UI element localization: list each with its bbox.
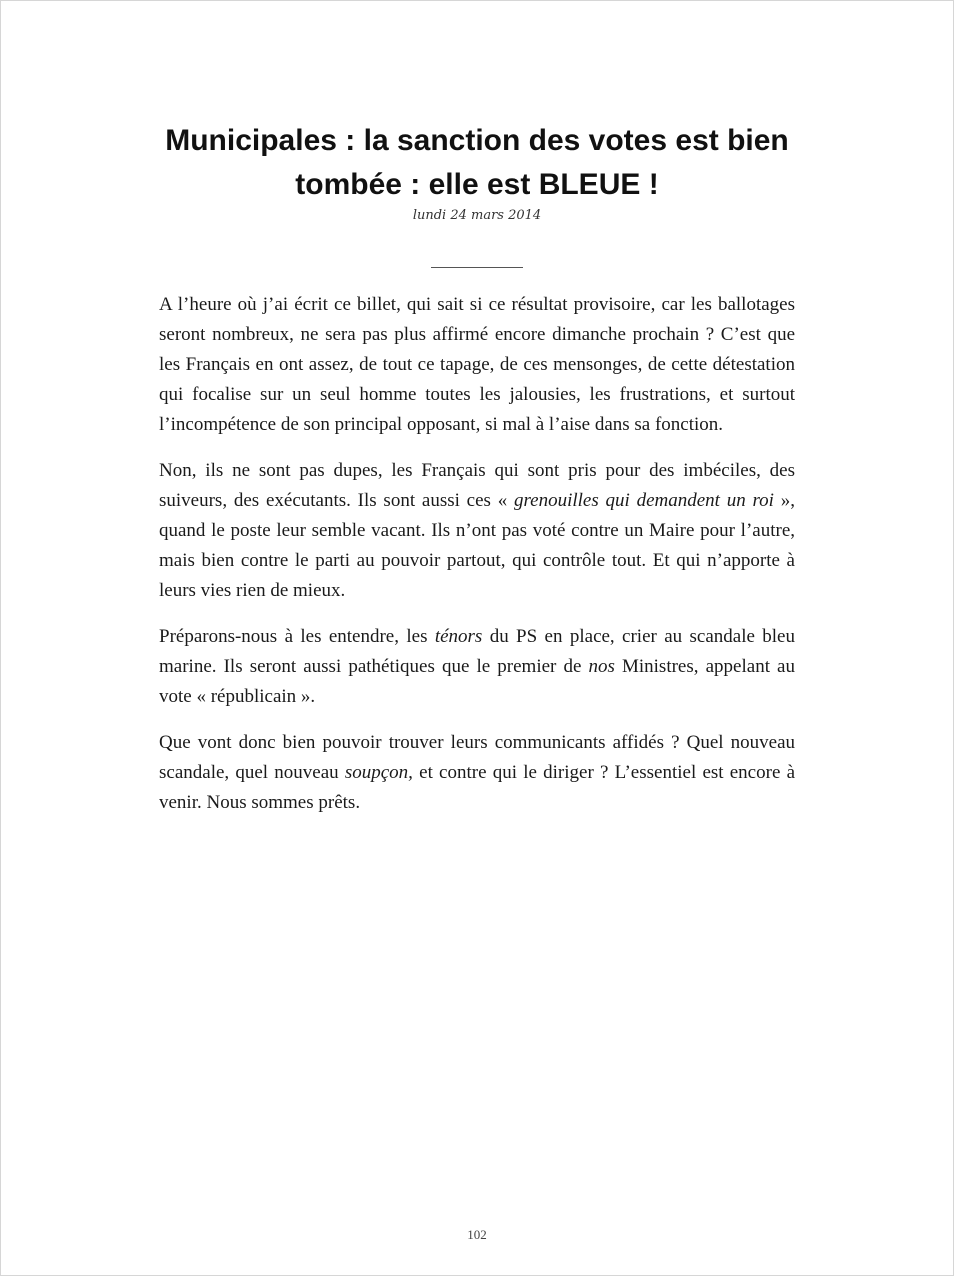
body-text: et contre qui le diriger ? L’essentiel est encore à venir. Nous sommes prêts. (159, 762, 796, 813)
body-text: A l’heure où j’ai écrit ce billet, qui sait si ce résultat provisoire, car les ballotages seront nombreux, ne sera pas plus affirmé encore dimanche prochain ? C’est que les Français en ont assez, de tout ce tapage, de ces mensonges, de cette détestation qui focalise sur un seul homme toutes les jalousies, les frustrations, et surtout l’incompétence de son principal opposant, si mal à l’aise dans sa fonction. (159, 294, 795, 435)
body-text: Que vont donc bien pouvoir trouver leurs communicants affidés ? Quel nouveau scandale, quel nouveau (159, 732, 795, 783)
paragraph-1 (159, 290, 795, 440)
section-separator (431, 267, 523, 268)
article-body (159, 290, 795, 818)
paragraph-4 (159, 728, 795, 818)
paragraph-2 (159, 456, 795, 606)
body-text: Préparons-nous à les entendre, les (159, 626, 435, 647)
article-date: lundi 24 mars 2014 (412, 208, 542, 223)
body-text: Ministres, appelant au vote « républicain ». (159, 656, 795, 707)
emphasized-text: nos (588, 656, 615, 677)
paragraph-3 (159, 622, 795, 712)
body-text: Non, ils ne sont pas dupes, les Français qui sont pris pour des imbéciles, des suiveurs, des exécutants. Ils sont aussi ces « (159, 460, 795, 511)
emphasized-text: soupçon, (344, 762, 413, 783)
page-number: 102 (467, 1227, 487, 1242)
body-text: », quand le poste leur semble vacant. Ils n’ont pas voté contre un Maire pour l’autre, mais bien contre le parti au pouvoir partout, qui contrôle tout. Et qui n’apporte à leurs vies rien de mieux. (159, 490, 795, 601)
emphasized-text: ténors (434, 626, 483, 647)
body-text: du PS en place, crier au scandale bleu marine. Ils seront aussi pathétiques que le premier de (159, 626, 795, 677)
emphasized-text: grenouilles qui demandent un roi (513, 490, 774, 511)
article-title: Municipales : la sanction des votes est bien tombée : elle est BLEUE ! (165, 124, 789, 201)
